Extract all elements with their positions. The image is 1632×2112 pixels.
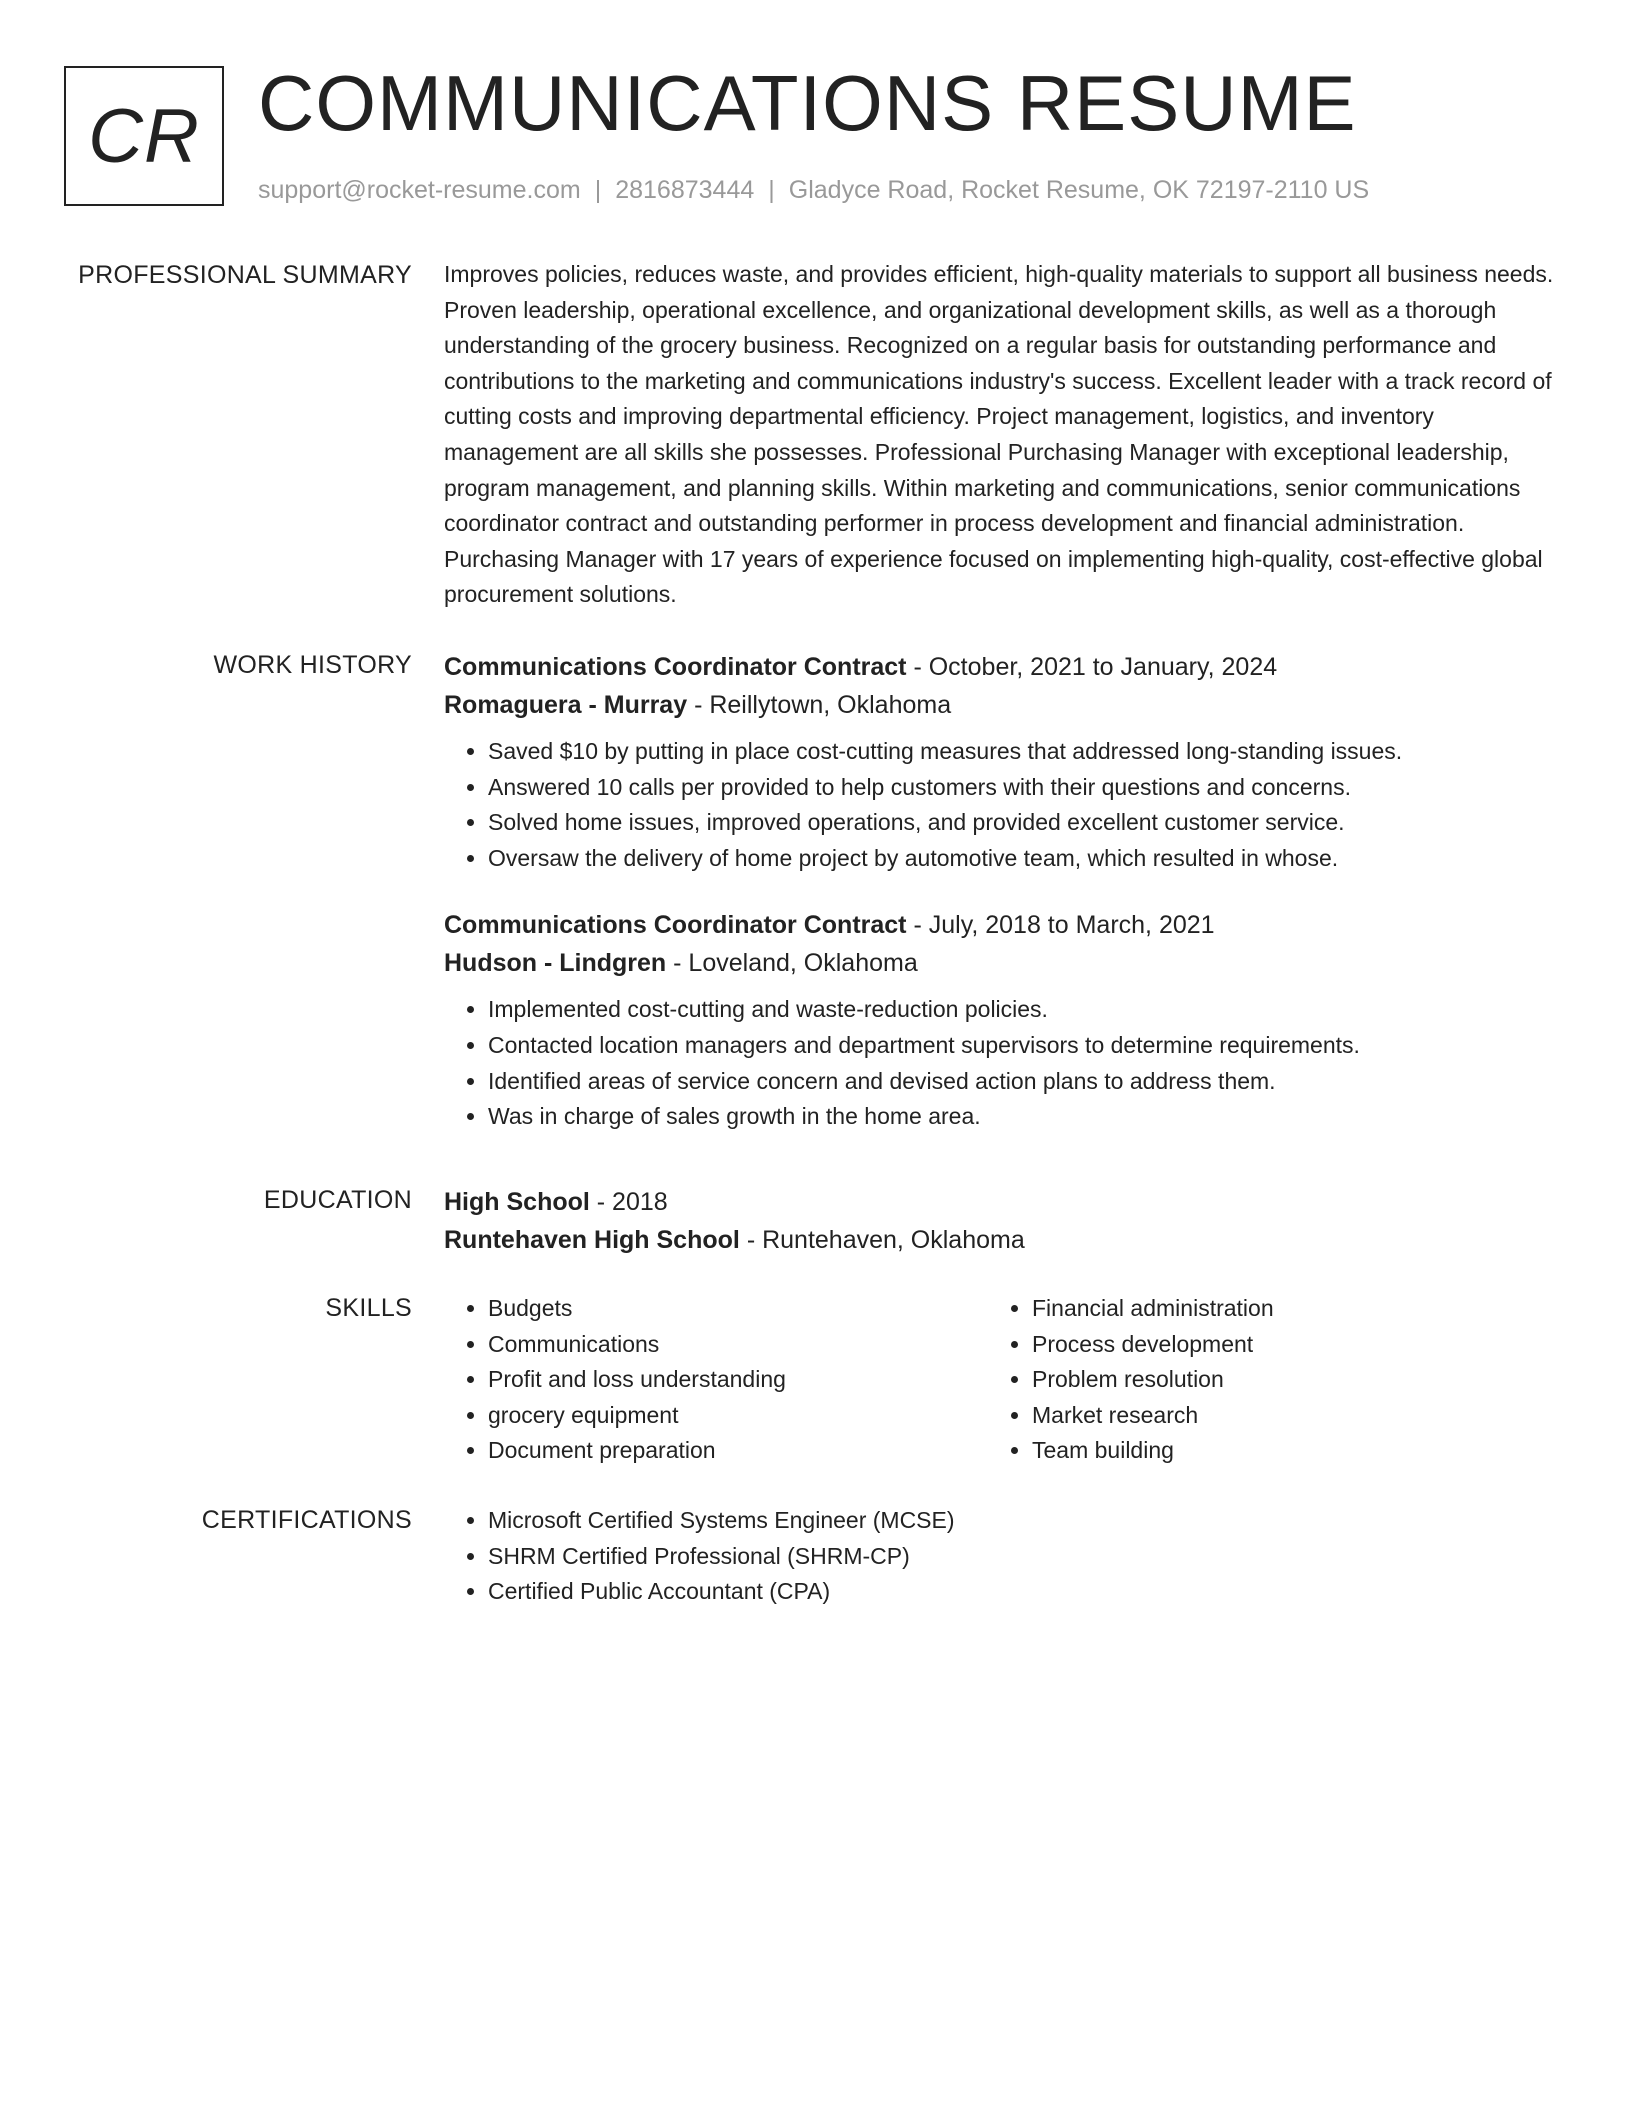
monogram-text: CR — [88, 93, 200, 179]
work-history-body — [444, 648, 1560, 1135]
education-degree-line — [444, 1183, 1560, 1221]
section-label-summary: PROFESSIONAL SUMMARY — [78, 261, 412, 289]
education-year: - 2018 — [596, 1188, 668, 1216]
list-item: • Answered 10 calls per provided to help customers with their questions and concerns. — [488, 770, 1560, 806]
summary-body — [444, 258, 1560, 613]
contact-separator: | — [768, 176, 775, 204]
list-item: • Budgets — [488, 1291, 988, 1327]
contact-email[interactable]: support@rocket-resume.com — [258, 176, 581, 204]
education-school: Runtehaven High School — [444, 1226, 740, 1254]
section-label-certifications: CERTIFICATIONS — [201, 1506, 412, 1534]
job-title-line — [444, 906, 1560, 944]
job-dates: - July, 2018 to March, 2021 — [913, 911, 1215, 940]
job-bullets — [444, 734, 1560, 876]
contact-address: Gladyce Road, Rocket Resume, OK 72197-2110 US — [788, 176, 1370, 204]
job-title: Communications Coordinator Contract — [444, 653, 907, 681]
list-item: • Saved $10 by putting in place cost-cutting measures that addressed long-standing issues. — [488, 734, 1560, 770]
skills-list-right — [988, 1291, 1532, 1469]
job-company: Hudson - Lindgren — [444, 949, 667, 978]
list-item: • Oversaw the delivery of home project by automotive team, which resulted in whose. — [488, 841, 1560, 877]
list-item: • SHRM Certified Professional (SHRM-CP) — [488, 1539, 1560, 1575]
list-item: • Identified areas of service concern and devised action plans to address them. — [488, 1064, 1560, 1100]
list-item: • Contacted location managers and department supervisors to determine requirements. — [488, 1028, 1560, 1064]
education-location: - Runtehaven, Oklahoma — [746, 1226, 1025, 1254]
education-degree: High School — [444, 1188, 590, 1216]
job-company-line — [444, 944, 1560, 982]
contact-line — [258, 174, 1369, 206]
education-school-line — [444, 1221, 1560, 1259]
section-label-skills: SKILLS — [325, 1294, 412, 1322]
job-location: - Loveland, Oklahoma — [673, 949, 918, 978]
list-item: • Financial administration — [1032, 1291, 1532, 1327]
summary-text: Improves policies, reduces waste, and provides efficient, high-quality materials to support all business needs. Proven leadership, operational excellence, and organizational development skills, as well as a thorough understanding of the grocery business. Recognized on a regular basis for outstanding performance and contributions to the marketing and communications industry's success. Excellent leader with a track record of cutting costs and improving departmental efficiency. Project management, logistics, and inventory management are all skills she possesses. Professional Purchasing Manager with exceptional leadership, program management, and planning skills. Within marketing and communications, senior communications coordinator contract and outstanding performer in process development and financial administration. Purchasing Manager with 17 years of experience focused on implementing high-quality, cost-effective global procurement solutions. — [444, 261, 1554, 608]
list-item: • Team building — [1032, 1433, 1532, 1469]
job-entry — [444, 648, 1560, 876]
job-company: Romaguera - Murray — [444, 691, 688, 719]
list-item: • Certified Public Accountant (CPA) — [488, 1574, 1560, 1610]
job-entry — [444, 906, 1560, 1134]
list-item: • Profit and loss understanding — [488, 1362, 988, 1398]
education-body — [444, 1183, 1560, 1259]
list-item: • Communications — [488, 1327, 988, 1363]
contact-phone[interactable]: 2816873444 — [615, 176, 755, 204]
skills-body — [444, 1291, 1560, 1469]
list-item: • grocery equipment — [488, 1398, 988, 1434]
list-item: • Process development — [1032, 1327, 1532, 1363]
list-item: • Solved home issues, improved operations, and provided excellent customer service. — [488, 805, 1560, 841]
list-item: • Problem resolution — [1032, 1362, 1532, 1398]
section-label-work-history: WORK HISTORY — [213, 651, 412, 679]
certifications-list — [444, 1503, 1560, 1610]
monogram-logo — [64, 66, 224, 206]
list-item: • Market research — [1032, 1398, 1532, 1434]
job-company-line — [444, 686, 1560, 724]
certifications-body — [444, 1503, 1560, 1610]
list-item: • Microsoft Certified Systems Engineer (MCSE) — [488, 1503, 1560, 1539]
contact-separator: | — [594, 176, 602, 204]
job-title: Communications Coordinator Contract — [444, 911, 907, 940]
list-item: • Was in charge of sales growth in the home area. — [488, 1099, 1560, 1135]
job-dates: - October, 2021 to January, 2024 — [913, 653, 1278, 681]
job-title-line — [444, 648, 1560, 686]
list-item: • Implemented cost-cutting and waste-reduction policies. — [488, 992, 1560, 1028]
resume-title: COMMUNICATIONS RESUME — [258, 59, 1357, 147]
job-location: - Reillytown, Oklahoma — [694, 691, 952, 719]
list-item: • Document preparation — [488, 1433, 988, 1469]
skills-columns — [444, 1291, 1560, 1469]
section-label-education: EDUCATION — [263, 1186, 412, 1214]
skills-list-left — [444, 1291, 988, 1469]
job-bullets — [444, 992, 1560, 1134]
